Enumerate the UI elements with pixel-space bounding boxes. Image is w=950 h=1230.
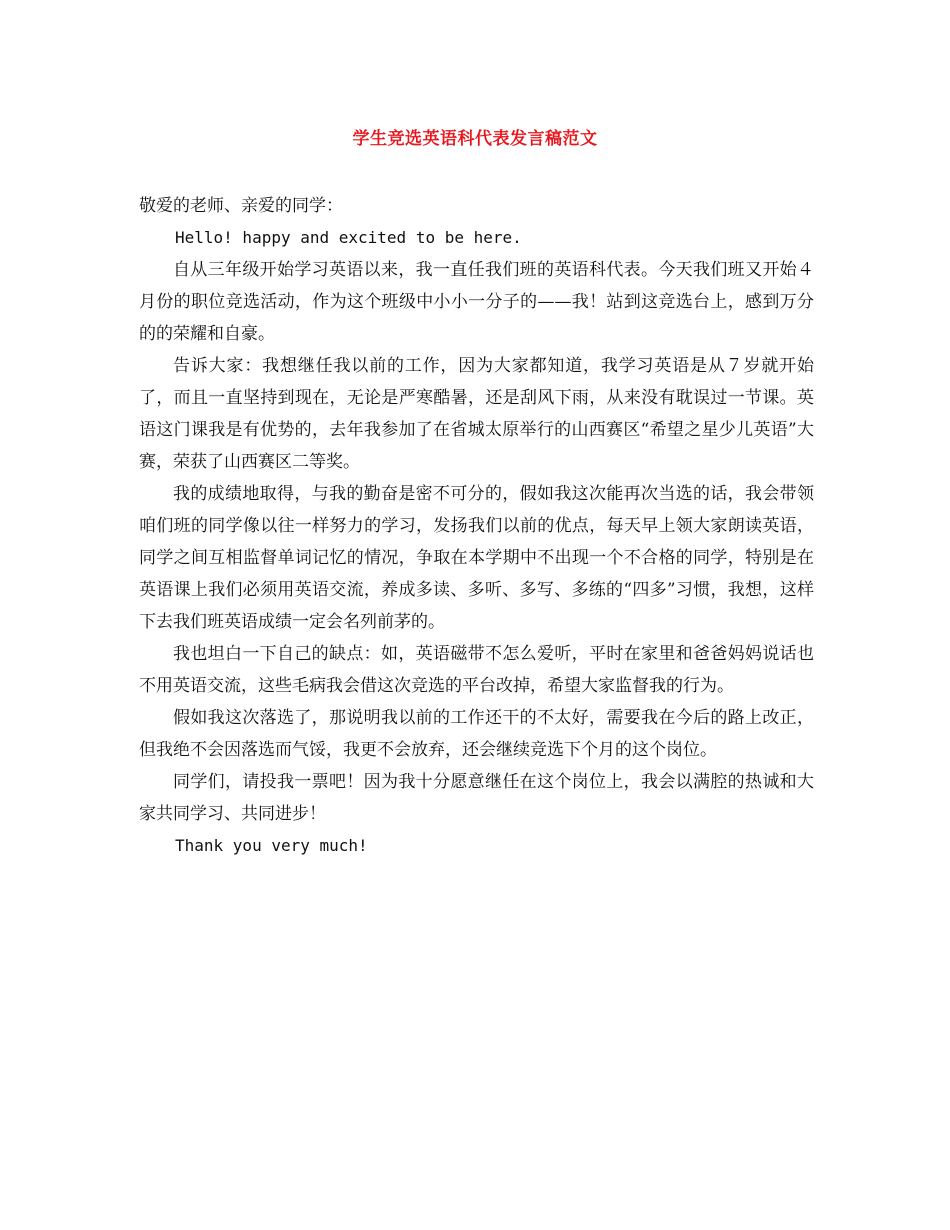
paragraph-5: 假如我这次落选了，那说明我以前的工作还干的不太好，需要我在今后的路上改正，但我绝不会因落选而气馁，我更不会放弃，还会继续竞选下个月的这个岗位。: [139, 708, 814, 760]
paragraph-6: 同学们，请投我一票吧！因为我十分愿意继任在这个岗位上，我会以满腔的热诚和大家共同学习、共同进步！: [139, 772, 814, 824]
greeting-line: Hello! happy and excited to be here.: [175, 228, 522, 247]
paragraph-1: 自从三年级开始学习英语以来，我一直任我们班的英语科代表。今天我们班又开始４月份的职位竞选活动，作为这个班级中小小一分子的——我！站到这竞选台上，感到万分的的荣耀和自豪。: [139, 260, 814, 344]
document-body: [139, 190, 814, 862]
document-title: 学生竞选英语科代表发言稿范文: [352, 129, 598, 149]
salutation: 敬爱的老师、亲爱的同学：: [139, 196, 343, 216]
paragraph-2: 告诉大家：我想继任我以前的工作，因为大家都知道，我学习英语是从７岁就开始了，而且一直坚持到现在，无论是严寒酷暑，还是刮风下雨，从来没有耽误过一节课。英语这门课我是有优势的，去年我参加了在省城太原举行的山西赛区“希望之星少儿英语”大赛，荣获了山西赛区二等奖。: [139, 356, 814, 472]
paragraph-3: 我的成绩地取得，与我的勤奋是密不可分的，假如我这次能再次当选的话，我会带领咱们班的同学像以往一样努力的学习，发扬我们以前的优点，每天早上领大家朗读英语，同学之间互相监督单词记忆的情况，争取在本学期中不出现一个不合格的同学，特别是在英语课上我们必须用英语交流，养成多读、多听、多写、多练的“四多”习惯，我想，这样下去我们班英语成绩一定会名列前茅的。: [139, 484, 814, 632]
closing-line: Thank you very much!: [175, 836, 368, 855]
paragraph-4: 我也坦白一下自己的缺点：如，英语磁带不怎么爱听，平时在家里和爸爸妈妈说话也不用英语交流，这些毛病我会借这次竞选的平台改掉，希望大家监督我的行为。: [139, 644, 814, 696]
